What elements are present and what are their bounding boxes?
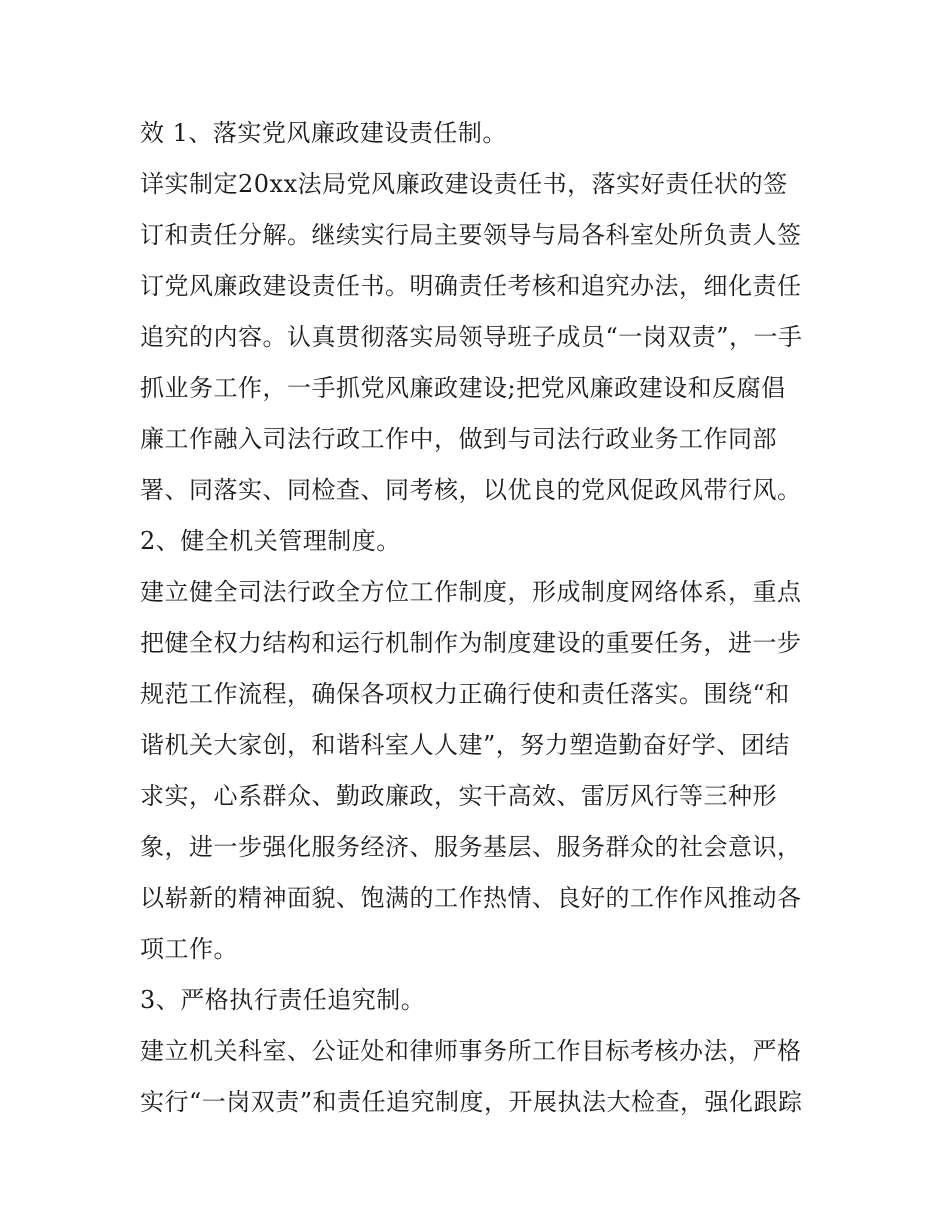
section-heading: 2、健全机关管理制度。 bbox=[140, 527, 401, 555]
text-line: 详实制定20xx法局党风廉政建设责任书，落实好责任状的签 bbox=[140, 170, 788, 198]
text-line: 象，进一步强化服务经济、服务基层、服务群众的社会意识， bbox=[140, 833, 802, 861]
text-line: 把健全权力结构和运行机制作为制度建设的重要任务，进一步 bbox=[140, 629, 802, 657]
text-line: 谐机关大家创，和谐科室人人建”，努力塑造勤奋好学、团结 bbox=[140, 731, 790, 759]
text-line: 项工作。 bbox=[140, 935, 238, 963]
text-line: 建立机关科室、公证处和律师事务所工作目标考核办法，严格 bbox=[140, 1037, 802, 1065]
text-line: 求实，心系群众、勤政廉政，实干高效、雷厉风行等三种形 bbox=[140, 782, 777, 810]
text-line: 廉工作融入司法行政工作中，做到与司法行政业务工作同部 bbox=[140, 425, 777, 453]
text-line: 订和责任分解。继续实行局主要领导与局各科室处所负责人签 bbox=[140, 221, 802, 249]
document-body bbox=[140, 108, 820, 1128]
text-line: 追究的内容。认真贯彻落实局领导班子成员“一岗双责”，一手 bbox=[140, 323, 803, 351]
text-line: 实行“一岗双责”和责任追究制度，开展执法大检查，强化跟踪 bbox=[140, 1088, 803, 1116]
text-line: 抓业务工作，一手抓党风廉政建设;把党风廉政建设和反腐倡 bbox=[140, 374, 786, 402]
text-line: 署、同落实、同检查、同考核，以优良的党风促政风带行风。 bbox=[140, 476, 802, 504]
text-line: 订党风廉政建设责任书。明确责任考核和追究办法，细化责任 bbox=[140, 272, 802, 300]
text-line: 建立健全司法行政全方位工作制度，形成制度网络体系，重点 bbox=[140, 578, 802, 606]
text-line: 效 1、落实党风廉政建设责任制。 bbox=[140, 119, 507, 147]
text-line: 以崭新的精神面貌、饱满的工作热情、良好的工作作风推动各 bbox=[140, 884, 802, 912]
section-heading: 3、严格执行责任追究制。 bbox=[140, 986, 426, 1014]
text-line: 规范工作流程，确保各项权力正确行使和责任落实。围绕“和 bbox=[140, 680, 790, 708]
